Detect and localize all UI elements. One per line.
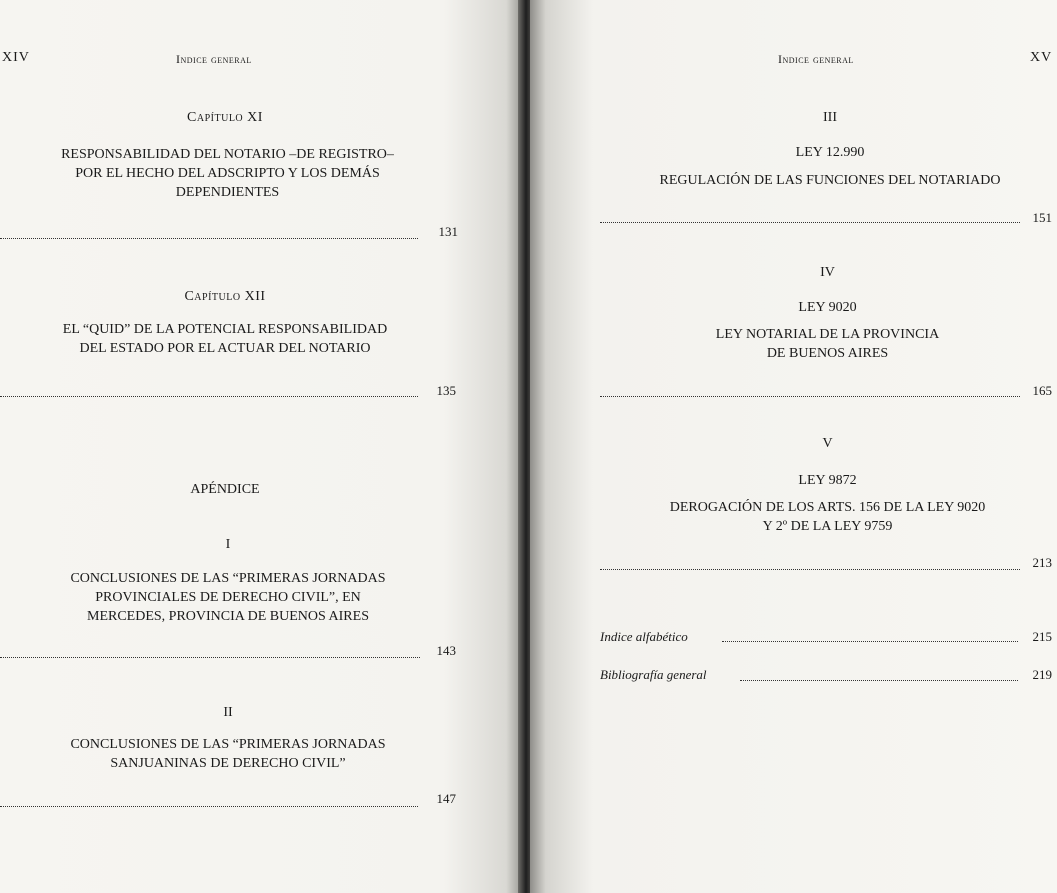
appendix-title: REGULACIÓN DE LAS FUNCIONES DEL NOTARIADO (659, 173, 1001, 188)
left-page (0, 0, 522, 893)
appendix-title: LEY NOTARIAL DE LA PROVINCIA DE BUENOS AIRES (715, 327, 940, 361)
page-number: 165 (1032, 383, 1052, 398)
dot-leader (0, 222, 418, 239)
running-head: Indice general (778, 52, 854, 66)
page-folio: XIV (2, 50, 30, 65)
appendix-numeral: III (823, 110, 837, 125)
running-head: Indice general (176, 52, 252, 66)
chapter-label: Capítulo XII (184, 289, 266, 304)
bibliography-entry-label: Bibliografía general (600, 667, 707, 682)
dot-leader (740, 664, 1018, 681)
dot-leader (600, 553, 1020, 570)
appendix-heading: APÉNDICE (190, 482, 260, 497)
page-number: 151 (1032, 210, 1052, 225)
law-number: LEY 9872 (798, 473, 857, 488)
index-entry-label: Indice alfabético (600, 629, 688, 644)
law-number: LEY 12.990 (795, 145, 865, 160)
page-number: 219 (1032, 667, 1052, 682)
dot-leader (600, 206, 1020, 223)
chapter-title: EL “QUID” DE LA POTENCIAL RESPONSABILIDAD DEL ESTADO POR EL ACTUAR DEL NOTARIO (62, 322, 388, 356)
page-number: 213 (1032, 555, 1052, 570)
dot-leader (722, 625, 1018, 642)
right-page (530, 0, 1057, 893)
dot-leader (600, 380, 1020, 397)
chapter-title: RESPONSABILIDAD DEL NOTARIO –DE REGISTRO– POR EL HECHO DEL ADSCRIPTO Y LOS DEMÁS DEPENDIENTES (61, 147, 394, 200)
page-folio: XV (1030, 50, 1053, 65)
appendix-numeral: V (822, 436, 833, 451)
appendix-numeral: II (223, 705, 233, 720)
law-number: LEY 9020 (798, 300, 857, 315)
dot-leader (0, 641, 420, 658)
page-number: 131 (438, 224, 458, 239)
appendix-numeral: I (225, 537, 231, 552)
page-number: 147 (436, 791, 456, 806)
page-number: 215 (1032, 629, 1052, 644)
appendix-numeral: IV (820, 265, 835, 280)
chapter-label: Capítulo XI (187, 110, 263, 125)
appendix-title: DEROGACIÓN DE LOS ARTS. 156 DE LA LEY 9020 Y 2º DE LA LEY 9759 (669, 500, 986, 534)
page-number: 143 (436, 643, 456, 658)
dot-leader (0, 790, 418, 807)
page-number: 135 (436, 383, 456, 398)
dot-leader (0, 380, 418, 397)
appendix-title: CONCLUSIONES DE LAS “PRIMERAS JORNADAS PROVINCIALES DE DERECHO CIVIL”, EN MERCEDES, PROVINCIA DE BUENOS AIRES (70, 571, 386, 624)
appendix-title: CONCLUSIONES DE LAS “PRIMERAS JORNADAS SANJUANINAS DE DERECHO CIVIL” (70, 737, 386, 771)
